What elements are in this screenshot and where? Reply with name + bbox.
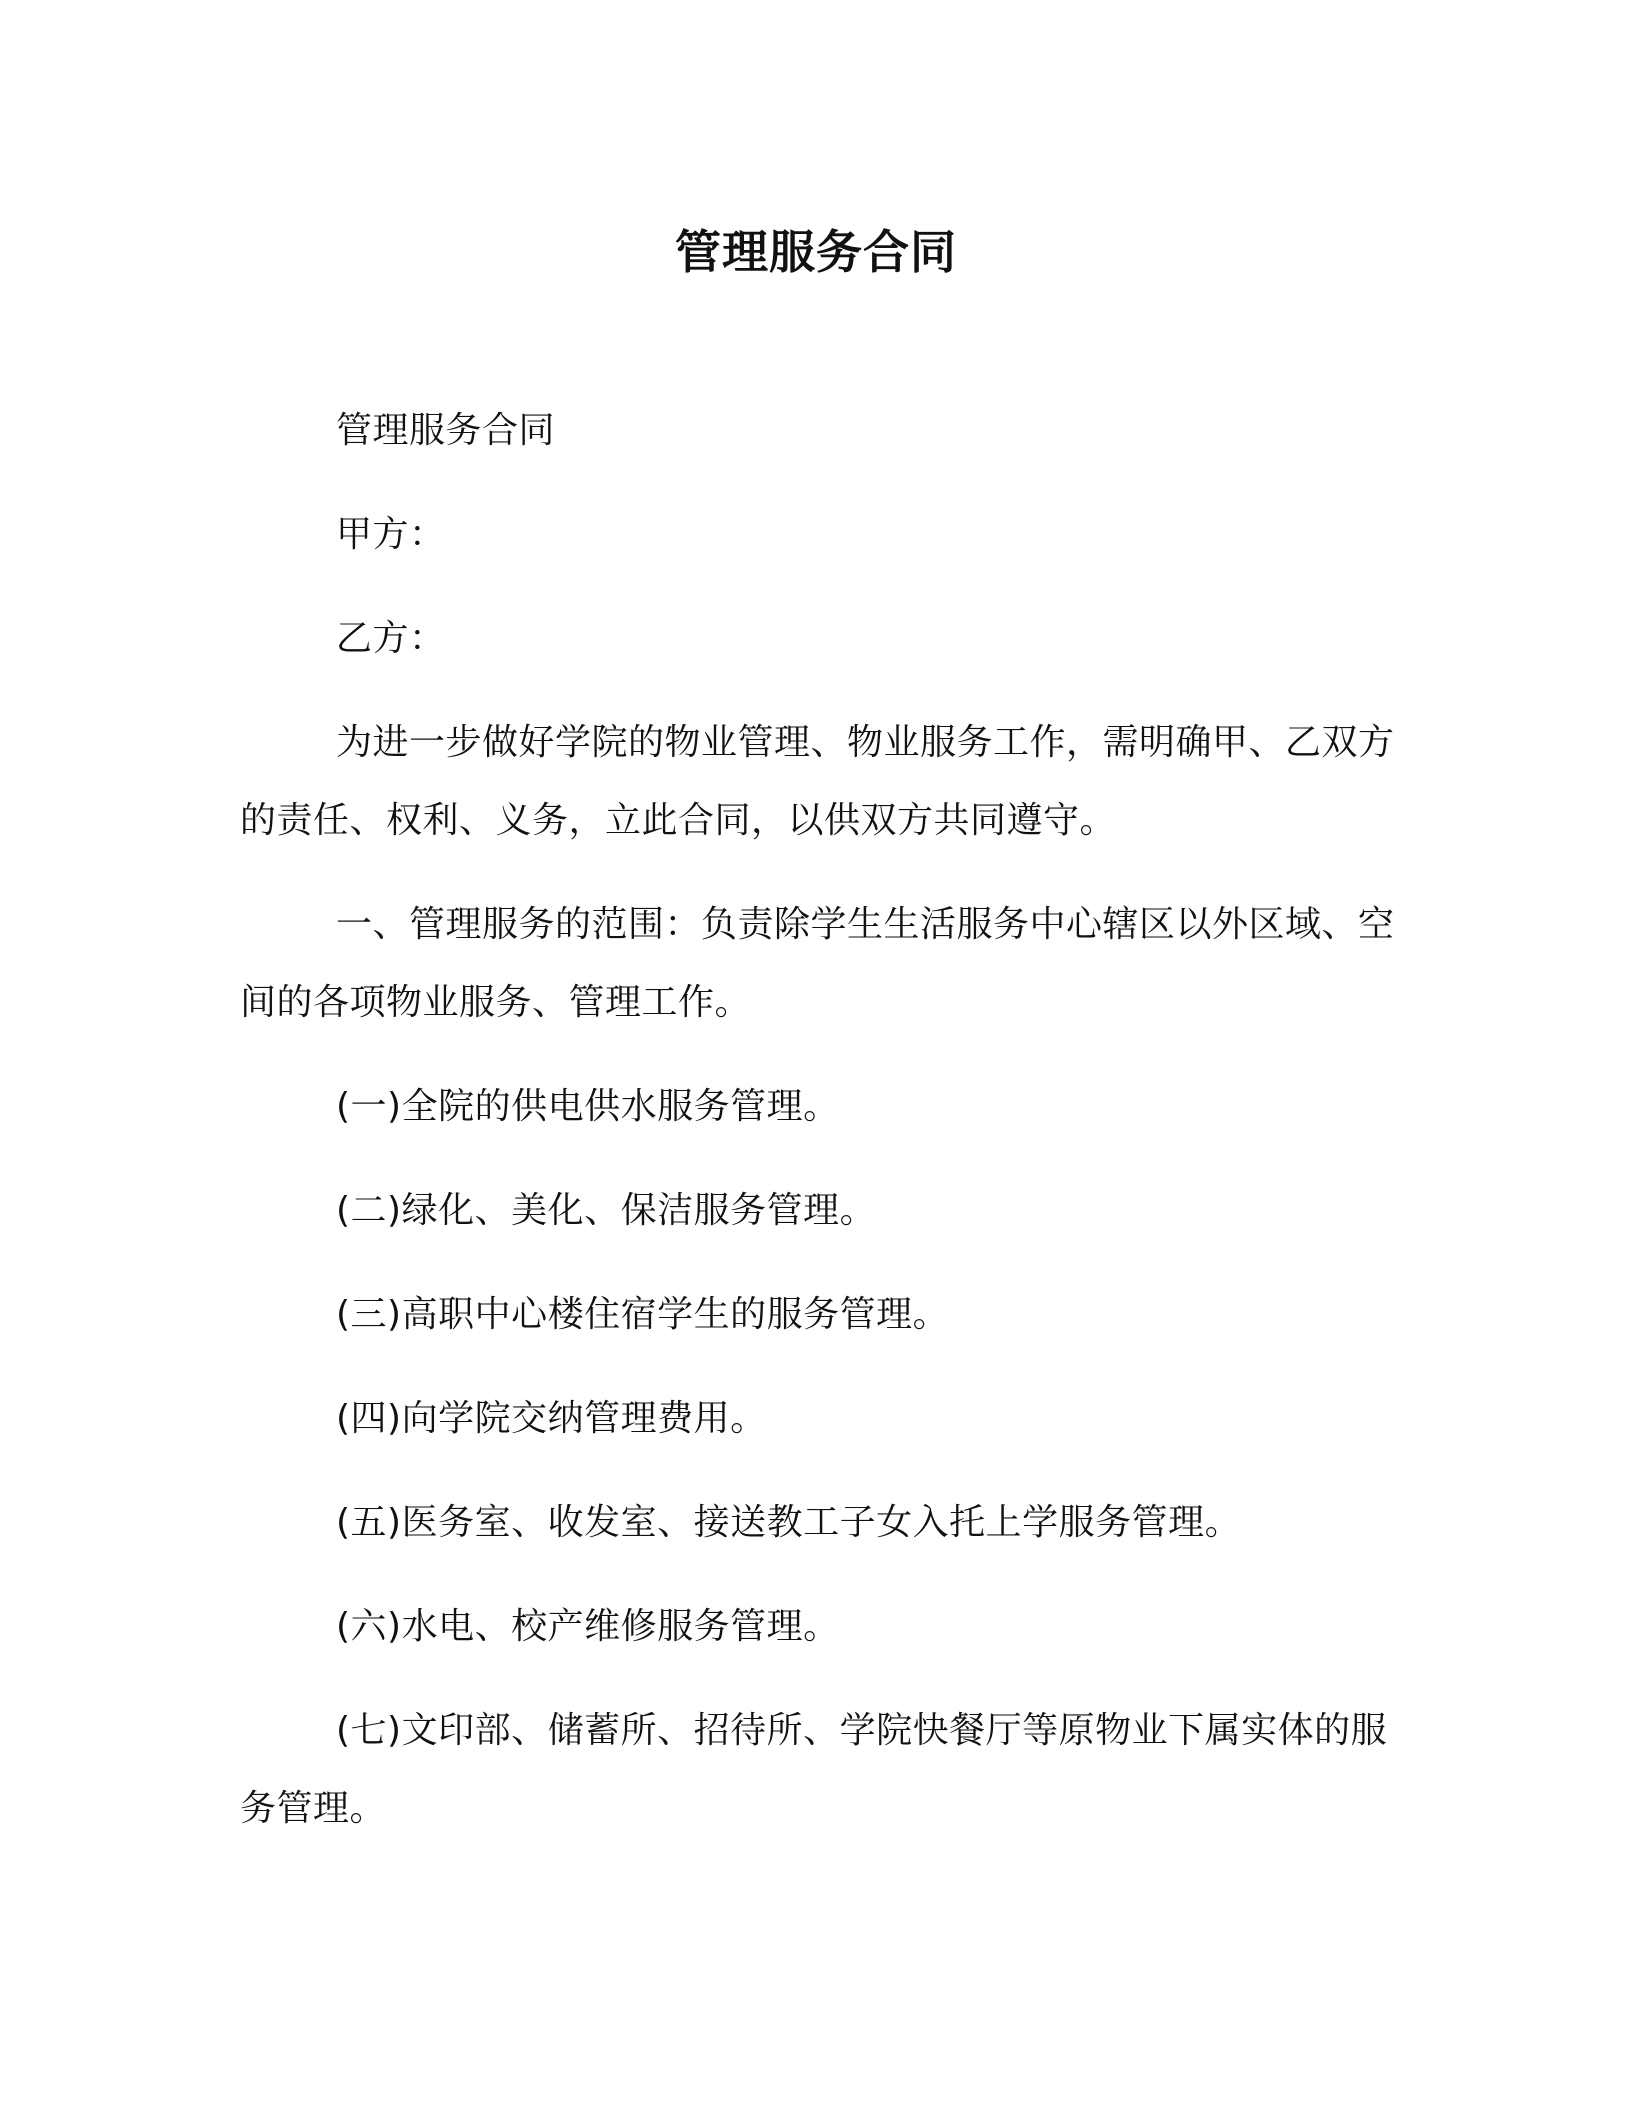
paragraph-scope: 一、管理服务的范围：负责除学生生活服务中心辖区以外区域、空间的各项物业服务、管理工作。 xyxy=(240,904,1395,1023)
paragraph-item-3: (三)高职中心楼住宿学生的服务管理。 xyxy=(336,1294,950,1335)
document-title: 管理服务合同 xyxy=(675,225,957,279)
paragraph-preamble: 为进一步做好学院的物业管理、物业服务工作，需明确甲、乙双方的责任、权利、义务，立此合同，以供双方共同遵守。 xyxy=(240,722,1395,841)
paragraph-item-1: (一)全院的供电供水服务管理。 xyxy=(336,1086,840,1127)
paragraph-party-a: 甲方： xyxy=(336,514,446,555)
document-body xyxy=(240,392,1400,1874)
paragraph-heading: 管理服务合同 xyxy=(336,410,556,451)
paragraph-item-5: (五)医务室、收发室、接送教工子女入托上学服务管理。 xyxy=(336,1502,1242,1543)
paragraph-item-2: (二)绿化、美化、保洁服务管理。 xyxy=(336,1190,877,1231)
paragraph-party-b: 乙方： xyxy=(336,618,446,659)
paragraph-item-7: (七)文印部、储蓄所、招待所、学院快餐厅等原物业下属实体的服务管理。 xyxy=(240,1710,1388,1829)
paragraph-item-4: (四)向学院交纳管理费用。 xyxy=(336,1398,767,1439)
paragraph-item-6: (六)水电、校产维修服务管理。 xyxy=(336,1606,840,1647)
